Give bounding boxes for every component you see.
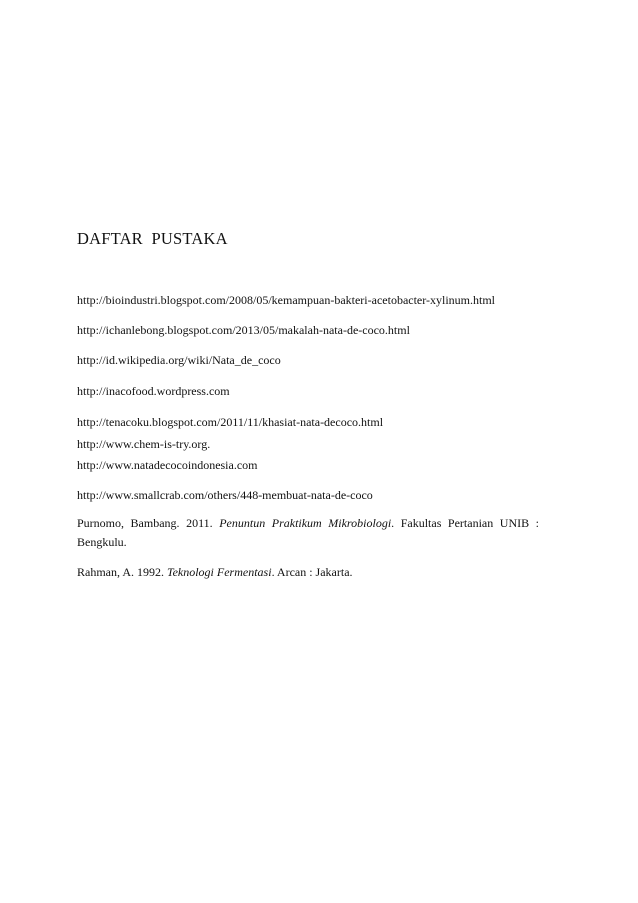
book-author: Purnomo, Bambang. 2011. — [77, 516, 220, 530]
reference-item: http://www.smallcrab.com/others/448-membuat-nata-de-coco — [77, 488, 373, 502]
reference-item: http://inacofood.wordpress.com — [77, 384, 230, 398]
reference-item: http://www.natadecocoindonesia.com — [77, 458, 258, 472]
reference-item: http://bioindustri.blogspot.com/2008/05/kemampuan-bakteri-acetobacter-xylinum.html — [77, 293, 496, 307]
book-publisher: . Fakultas Pertanian UNIB : — [391, 516, 539, 530]
reference-item: http://id.wikipedia.org/wiki/Nata_de_coco — [77, 353, 281, 367]
book-title: Penuntun Praktikum Mikrobiologi — [219, 516, 392, 530]
reference-item: http://tenacoku.blogspot.com/2011/11/khasiat-nata-decoco.html — [77, 415, 384, 429]
book-publisher-city: Bengkulu. — [77, 535, 127, 549]
reference-item: http://ichanlebong.blogspot.com/2013/05/makalah-nata-de-coco.html — [77, 323, 410, 337]
book-reference — [77, 514, 539, 552]
book-reference-line — [77, 514, 539, 533]
page-title: DAFTAR PUSTAKA — [77, 229, 228, 248]
book-reference — [77, 563, 547, 582]
reference-item: http://www.chem-is-try.org. — [77, 437, 211, 451]
book-title: Teknologi Fermentasi — [167, 565, 272, 579]
book-author: Rahman, A. 1992. — [77, 565, 167, 579]
book-publisher: . Arcan : Jakarta. — [271, 565, 353, 579]
